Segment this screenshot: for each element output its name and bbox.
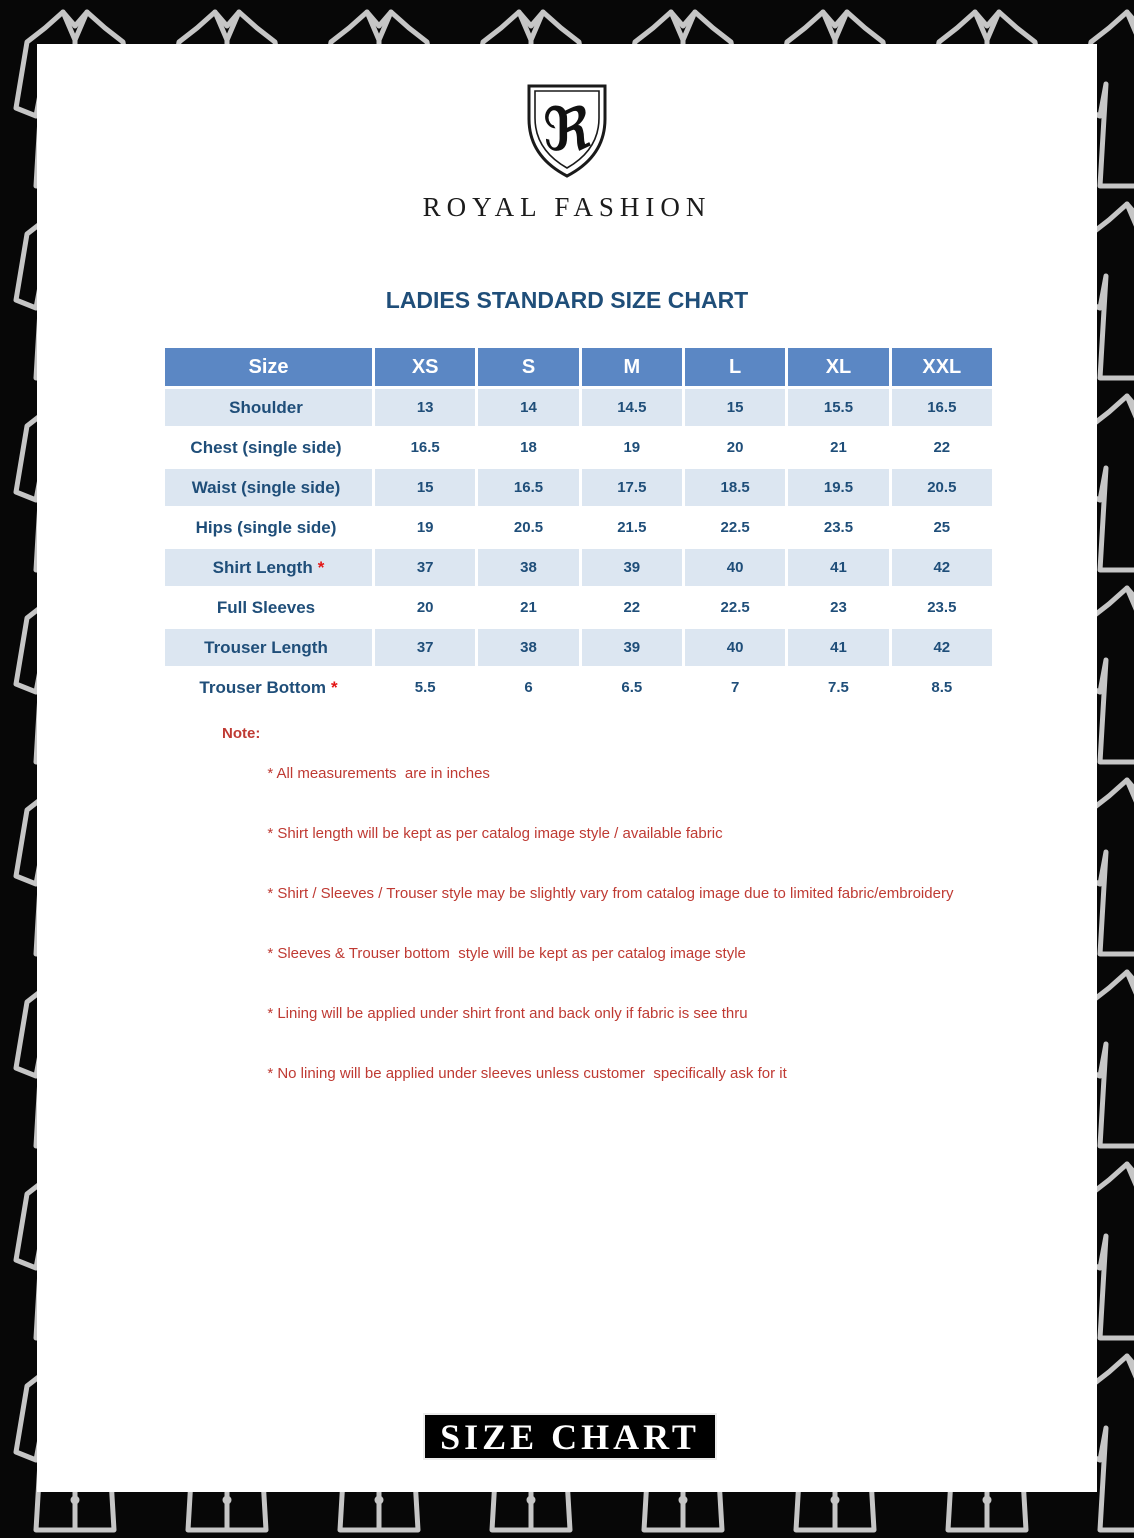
size-value-cell: 39 [582, 549, 682, 586]
size-value-cell: 21 [788, 429, 888, 466]
table-row-shirt-length [165, 549, 992, 586]
table-row-chest [165, 429, 992, 466]
size-value-cell: 37 [375, 629, 475, 666]
brand-logo [37, 82, 1097, 223]
note-item: * Shirt length will be kept as per catalog image style / available fabric [267, 825, 723, 842]
size-value-cell: 22 [892, 429, 992, 466]
size-value-cell: 7.5 [788, 669, 888, 706]
size-value-cell: 41 [788, 629, 888, 666]
size-value-cell: 37 [375, 549, 475, 586]
shield-logo-icon [522, 82, 612, 180]
size-value-cell: 22 [582, 589, 682, 626]
size-value-cell: 41 [788, 549, 888, 586]
size-value-cell: 20.5 [478, 509, 578, 546]
size-value-cell: 39 [582, 629, 682, 666]
size-value-cell: 14 [478, 389, 578, 426]
column-header-m: M [582, 348, 682, 386]
brand-name: ROYAL FASHION [422, 192, 712, 222]
size-value-cell: 6.5 [582, 669, 682, 706]
note-label: Note: [222, 725, 261, 742]
size-value-cell: 15.5 [788, 389, 888, 426]
asterisk: * [330, 677, 338, 697]
column-header-l: L [685, 348, 785, 386]
notes-section [222, 724, 1032, 1124]
size-value-cell: 38 [478, 629, 578, 666]
size-value-cell: 21.5 [582, 509, 682, 546]
size-value-cell: 6 [478, 669, 578, 706]
row-label: Shirt Length * [165, 549, 372, 586]
size-value-cell: 22.5 [685, 589, 785, 626]
size-value-cell: 42 [892, 549, 992, 586]
size-value-cell: 19.5 [788, 469, 888, 506]
table-row-waist [165, 469, 992, 506]
row-label: Chest (single side) [165, 429, 372, 466]
size-value-cell: 18 [478, 429, 578, 466]
asterisk: * [317, 557, 325, 577]
size-value-cell: 19 [582, 429, 682, 466]
note-item: * Sleeves & Trouser bottom style will be kept as per catalog image style [267, 945, 746, 962]
column-header-s: S [478, 348, 578, 386]
size-value-cell: 16.5 [375, 429, 475, 466]
size-value-cell: 19 [375, 509, 475, 546]
row-label: Waist (single side) [165, 469, 372, 506]
size-value-cell: 16.5 [478, 469, 578, 506]
size-value-cell: 7 [685, 669, 785, 706]
size-value-cell: 40 [685, 629, 785, 666]
size-value-cell: 17.5 [582, 469, 682, 506]
size-value-cell: 20 [375, 589, 475, 626]
table-header-row [165, 348, 992, 386]
size-value-cell: 25 [892, 509, 992, 546]
size-value-cell: 18.5 [685, 469, 785, 506]
size-chart-table [162, 345, 995, 709]
logo-letter: ℜ [542, 95, 592, 165]
size-value-cell: 20 [685, 429, 785, 466]
note-items [267, 724, 953, 1124]
row-label: Trouser Bottom * [165, 669, 372, 706]
column-header-xs: XS [375, 348, 475, 386]
size-value-cell: 23 [788, 589, 888, 626]
size-value-cell: 20.5 [892, 469, 992, 506]
table-row-shoulder [165, 389, 992, 426]
note-item: * All measurements are in inches [267, 765, 490, 782]
column-header-xxl: XXL [892, 348, 992, 386]
row-label: Trouser Length [165, 629, 372, 666]
size-value-cell: 40 [685, 549, 785, 586]
size-value-cell: 21 [478, 589, 578, 626]
size-value-cell: 14.5 [582, 389, 682, 426]
size-value-cell: 5.5 [375, 669, 475, 706]
table-row-hips [165, 509, 992, 546]
size-value-cell: 15 [685, 389, 785, 426]
size-chart-banner [425, 1415, 715, 1458]
size-value-cell: 8.5 [892, 669, 992, 706]
row-label: Full Sleeves [165, 589, 372, 626]
size-value-cell: 13 [375, 389, 475, 426]
table-row-trouser-length [165, 629, 992, 666]
row-label: Shoulder [165, 389, 372, 426]
size-value-cell: 23.5 [788, 509, 888, 546]
page-title: LADIES STANDARD SIZE CHART [385, 287, 749, 313]
column-header-xl: XL [788, 348, 888, 386]
size-value-cell: 22.5 [685, 509, 785, 546]
table-row-full-sleeves [165, 589, 992, 626]
note-item: * No lining will be applied under sleeves unless customer specifically ask for it [267, 1065, 787, 1082]
size-value-cell: 42 [892, 629, 992, 666]
size-value-cell: 38 [478, 549, 578, 586]
document-page [37, 44, 1097, 1492]
note-item: * Lining will be applied under shirt front and back only if fabric is see thru [267, 1005, 748, 1022]
size-value-cell: 15 [375, 469, 475, 506]
row-label: Hips (single side) [165, 509, 372, 546]
size-value-cell: 16.5 [892, 389, 992, 426]
table-row-trouser-bottom [165, 669, 992, 706]
note-item: * Shirt / Sleeves / Trouser style may be slightly vary from catalog image due to limited fabric/embroidery [267, 885, 954, 902]
banner-text: SIZE CHART [440, 1416, 700, 1457]
column-header-size: Size [165, 348, 372, 386]
size-value-cell: 23.5 [892, 589, 992, 626]
